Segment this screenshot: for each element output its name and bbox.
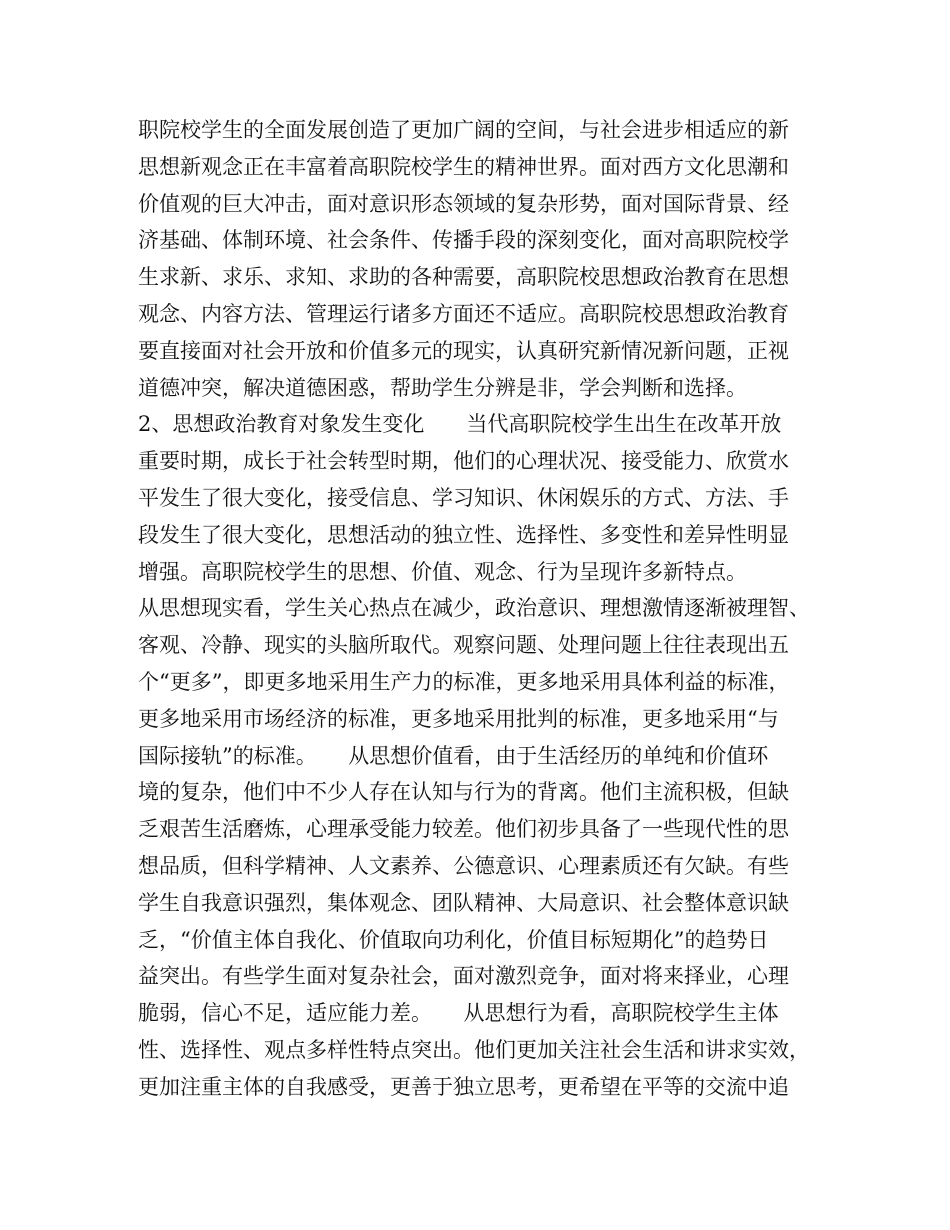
text-line-6: 观念、内容方法、管理运行诸多方面还不适应。高职院校思想政治教育 [138,301,789,326]
text-line-3: 价值观的巨大冲击，面对意识形态领域的复杂形势，面对国际背景、经 [138,191,789,216]
text-line-13: 增强。高职院校学生的思想、价值、观念、行为呈现许多新特点。 [138,559,747,584]
text-line-11: 平发生了很大变化，接受信息、学习知识、休闲娱乐的方式、方法、手 [138,485,789,510]
text-line-17: 更多地采用市场经济的标准，更多地采用批判的标准，更多地采用“与 [138,706,779,731]
text-line-9: 2、思想政治教育对象发生变化 当代高职院校学生出生在改革开放 [138,412,782,437]
text-line-8: 道德冲突，解决道德困惑，帮助学生分辨是非，学会判断和选择。 [138,375,747,400]
text-line-26: 性、选择性、观点多样性特点突出。他们更加关注社会生活和讲求实效， [138,1037,810,1062]
text-line-16: 个“更多”，即更多地采用生产力的标准，更多地采用具体利益的标准， [138,669,790,694]
text-line-1: 职院校学生的全面发展创造了更加广阔的空间，与社会进步相适应的新 [138,118,789,142]
text-line-7: 要直接面对社会开放和价值多元的现实，认真研究新情况新问题，正视 [138,338,789,363]
text-line-10: 重要时期，成长于社会转型时期，他们的心理状况、接受能力、欣赏水 [138,449,789,474]
text-line-23: 乏，“价值主体自我化、价值取向功利化，价值目标短期化”的趋势日 [138,927,769,952]
body-text [138,112,828,1106]
text-line-2: 思想新观念正在丰富着高职院校学生的精神世界。面对西方文化思潮和 [138,154,789,179]
text-line-4: 济基础、体制环境、社会条件、传播手段的深刻变化，面对高职院校学 [138,228,789,253]
text-line-15: 客观、冷静、现实的头脑所取代。观察问题、处理问题上往往表现出五 [138,633,789,658]
text-line-27: 更加注重主体的自我感受，更善于独立思考，更希望在平等的交流中追 [138,1074,789,1099]
text-line-21: 想品质，但科学精神、人文素养、公德意识、心理素质还有欠缺。有些 [138,853,789,878]
text-line-25: 脆弱，信心不足，适应能力差。 从思想行为看，高职院校学生主体 [138,1001,779,1026]
text-line-12: 段发生了很大变化，思想活动的独立性、选择性、多变性和差异性明显 [138,522,789,547]
text-line-19: 境的复杂，他们中不少人存在认知与行为的背离。他们主流积极，但缺 [138,780,789,805]
text-line-5: 生求新、求乐、求知、求助的各种需要，高职院校思想政治教育在思想 [138,265,789,290]
text-line-20: 乏艰苦生活磨炼，心理承受能力较差。他们初步具备了一些现代性的思 [138,817,789,842]
text-line-24: 益突出。有些学生面对复杂社会，面对激烈竞争，面对将来择业，心理 [138,964,789,989]
text-line-22: 学生自我意识强烈，集体观念、团队精神、大局意识、社会整体意识缺 [138,890,789,915]
text-line-14: 从思想现实看，学生关心热点在减少，政治意识、理想激情逐渐被理智、 [138,596,810,621]
text-line-18: 国际接轨”的标准。 从思想价值看，由于生活经历的单纯和价值环 [138,743,769,768]
